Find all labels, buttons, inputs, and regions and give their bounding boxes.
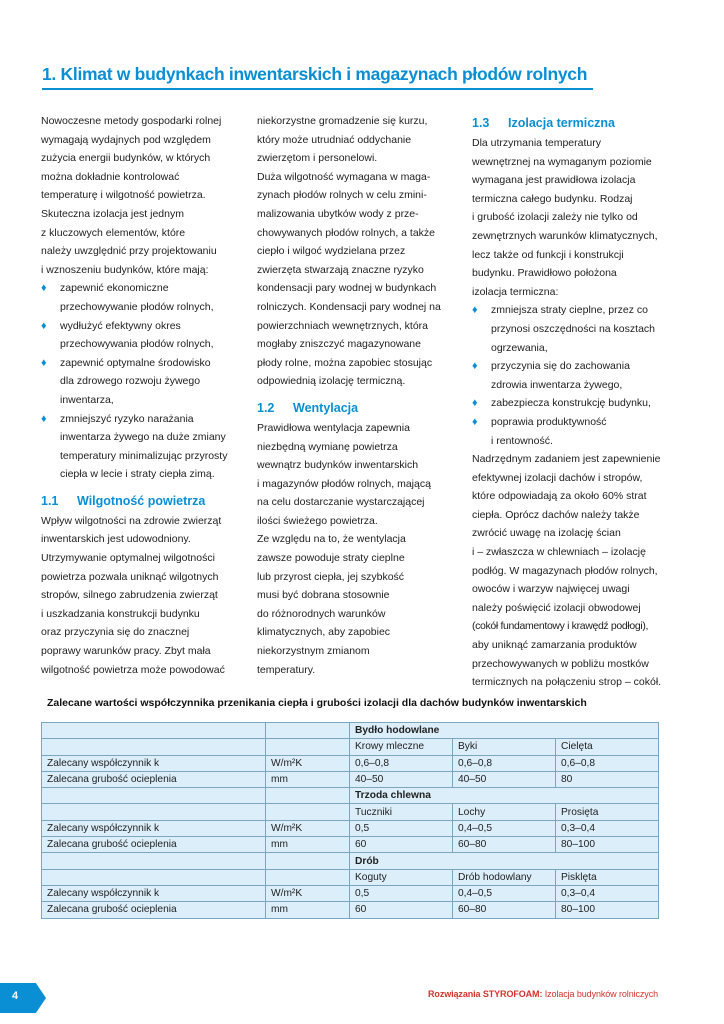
paragraph-line: powietrza pozwala uniknąć wilgotnych	[41, 570, 219, 583]
section-title: Wentylacja	[293, 400, 359, 415]
table-row	[42, 837, 659, 853]
paragraph-line: należy uwzględnić przy projektowaniu	[41, 245, 217, 258]
paragraph-line: Prawidłowa wentylacja zapewnia	[257, 421, 410, 434]
paragraph-line: odpowiednią izolację termiczną.	[257, 375, 406, 388]
table-group-row	[42, 723, 659, 739]
table-row	[42, 755, 659, 771]
section-heading-1-1	[41, 492, 241, 510]
footer-brand: Rozwiązania STYROFOAM:	[428, 989, 543, 999]
bullet-line: przechowywania płodów rolnych,	[60, 338, 214, 351]
paragraph-line: Wpływ wilgotności na zdrowie zwierząt	[41, 514, 222, 527]
bullet-line: inwentarza,	[60, 393, 114, 406]
paragraph-line: poprawy warunków pracy. Zbyt mała	[41, 645, 211, 658]
paragraph-line: do różnorodnych warunków	[257, 607, 386, 620]
bullet-line: przynosi oszczędności na kosztach	[491, 322, 655, 335]
paragraph-line: inwentarskich jest udowodniony.	[41, 533, 191, 546]
table-cell: Zalecany współczynnik k	[42, 755, 266, 771]
table-cell: Zalecana grubość ocieplenia	[42, 771, 266, 787]
paragraph-line: Nowoczesne metody gospodarki rolnej	[41, 115, 222, 127]
paragraph-line: który może utrudniać oddychanie	[257, 133, 412, 146]
paragraph-line: wewnętrznej na wymaganym poziomie	[472, 155, 652, 168]
paragraph-line: klimatycznych, aby zapobiec	[257, 626, 391, 639]
table-cell: mm	[266, 837, 350, 853]
paragraph-line: zwrócić uwagę na izolację ścian	[472, 527, 621, 540]
bullet-item	[41, 317, 241, 354]
paragraph-line: chowywanych płodów rolnych, a także	[257, 226, 436, 239]
page-number-tab	[0, 983, 46, 1013]
table-cell: Zalecany współczynnik k	[42, 820, 266, 836]
bullet-item	[41, 410, 241, 484]
bullet-item	[41, 354, 241, 410]
page-number: 4	[12, 990, 19, 1002]
paragraph-line: i – zwłaszcza w chlewniach – izolację	[472, 546, 646, 559]
bullet-item	[472, 394, 687, 413]
section-heading-1-2	[257, 399, 457, 417]
paragraph-line: Nadrzędnym zadaniem jest zapewnienie	[472, 453, 661, 466]
bullet-item	[41, 279, 241, 316]
table-cell: W/m²K	[266, 755, 350, 771]
insulation-table	[41, 722, 659, 919]
paragraph-line: rolniczych. Kondensacji pary wodnej na	[257, 300, 441, 313]
table-cell: 0,5	[350, 885, 453, 901]
paragraph-line: wymagają wydajnych pod względem	[41, 133, 211, 146]
title-underline	[42, 88, 593, 90]
paragraph-line: Dla utrzymania temperatury	[472, 137, 601, 149]
paragraph-line: Ze względu na to, że wentylacja	[257, 533, 406, 546]
paragraph-line: niekorzystnym zmianom	[257, 645, 370, 658]
bullet-line: zmniejsza straty cieplne, przez co	[491, 304, 648, 317]
diamond-bullet-icon: ♦	[472, 415, 478, 428]
paragraph-line: temperaturę i wilgotność powietrza.	[41, 189, 206, 202]
paragraph-line: wilgotność powietrza może powodować	[41, 663, 225, 676]
section-number: 1.1	[41, 493, 59, 508]
bullet-line: przyczynia się do zachowania	[491, 360, 630, 373]
table-subheader-row	[42, 804, 659, 820]
bullet-line: zapewnić optymalne środowisko	[60, 356, 211, 369]
bullet-item	[472, 357, 687, 394]
paragraph-line: wewnątrz budynków inwentarskich	[257, 459, 419, 472]
group-header-cell: Bydło hodowlane	[350, 723, 659, 739]
table-row	[42, 820, 659, 836]
bullet-line: ciepła w lecie i straty ciepła zimą.	[60, 468, 215, 481]
paragraph-line: należy poświęcić izolacji obwodowej	[472, 601, 641, 614]
table-cell: 60	[350, 837, 453, 853]
paragraph-line: budynku. Prawidłowo położona	[472, 267, 617, 280]
paragraph-line: Skuteczna izolacja jest jednym	[41, 207, 184, 220]
paragraph-line: zużycia energii budynków, w których	[41, 152, 211, 165]
bullet-line: wydłużyć efektywny okres	[60, 319, 181, 332]
paragraph-line: aby uniknąć zamarzania produktów	[472, 639, 637, 652]
diamond-bullet-icon: ♦	[472, 397, 478, 410]
paragraph-line: ilości świeżego powietrza.	[257, 514, 378, 527]
paragraph-line: lub przyrost ciepła, jej szybkość	[257, 570, 405, 583]
bullet-line: i rentowność.	[491, 434, 553, 447]
paragraph-line: kondensacji pary wodnej w budynkach	[257, 282, 437, 295]
paragraph-line: (cokół fundamentowy i krawędź podłogi),	[472, 620, 649, 633]
bullet-item	[472, 413, 687, 450]
subheader-cell: Byki	[453, 739, 556, 755]
subheader-cell: Drób hodowlany	[453, 869, 556, 885]
paragraph-line: niekorzystne gromadzenie się kurzu,	[257, 115, 428, 127]
table-cell: 0,6–0,8	[350, 755, 453, 771]
table-cell: 0,4–0,5	[453, 885, 556, 901]
paragraph-line: i uszkadzania konstrukcji budynku	[41, 607, 200, 620]
section-title: Wilgotność powietrza	[77, 493, 206, 508]
paragraph-line: malizowania ubytków wody z prze-	[257, 207, 419, 220]
bullet-item	[472, 301, 687, 357]
table-cell: 60–80	[453, 837, 556, 853]
table-cell: 80	[556, 771, 659, 787]
paragraph-line: podłóg. W magazynach płodów rolnych,	[472, 564, 658, 577]
table-cell: W/m²K	[266, 820, 350, 836]
bullet-line: zmniejszyć ryzyko narażania	[60, 412, 194, 425]
paragraph-line: efektywnej izolacji dachów i stropów,	[472, 471, 643, 484]
paragraph-line: termiczna całego budynku. Rodzaj	[472, 192, 633, 205]
paragraph-line: i wznoszeniu budynków, które mają:	[41, 263, 209, 276]
table-cell: Zalecana grubość ocieplenia	[42, 837, 266, 853]
paragraph-line: wymagana jest prawidłowa izolacja	[472, 174, 636, 187]
table-cell: 60–80	[453, 902, 556, 918]
paragraph-line: można dokładnie kontrolować	[41, 170, 180, 183]
table-cell: 0,6–0,8	[556, 755, 659, 771]
bullet-line: zapewnić ekonomiczne	[60, 282, 169, 295]
table-cell: 0,4–0,5	[453, 820, 556, 836]
page-title: 1. Klimat w budynkach inwentarskich i magazynach płodów rolnych	[42, 64, 588, 84]
column-1	[41, 112, 241, 679]
table-group-row	[42, 853, 659, 869]
paragraph-line: ciepło i wilgoć wydzielana przez	[257, 245, 406, 258]
table-cell: 0,5	[350, 820, 453, 836]
paragraph-line: zewnętrznych warunków klimatycznych,	[472, 229, 658, 242]
bullet-line: przechowywanie płodów rolnych,	[60, 300, 214, 313]
table-cell: 80–100	[556, 837, 659, 853]
paragraph-line: przechowywanych w pobliżu mostków	[472, 657, 649, 670]
subheader-cell: Pisklęta	[556, 869, 659, 885]
table-cell: 0,3–0,4	[556, 885, 659, 901]
table-cell: 0,3–0,4	[556, 820, 659, 836]
paragraph-line: lecz także od funkcji i konstrukcji	[472, 248, 624, 261]
bullet-line: dla zdrowego rozwoju żywego	[60, 375, 201, 388]
bullet-line: ogrzewania,	[491, 341, 548, 354]
paragraph-line: zawsze powoduje straty cieplne	[257, 552, 405, 565]
table-cell: Zalecany współczynnik k	[42, 885, 266, 901]
table-subheader-row	[42, 739, 659, 755]
bullet-line: inwentarza żywego na duże zmiany	[60, 431, 226, 444]
paragraph-line: Duża wilgotność wymagana w maga-	[257, 170, 431, 183]
group-header-cell: Trzoda chlewna	[350, 788, 659, 804]
subheader-cell: Tuczniki	[350, 804, 453, 820]
paragraph-line: i grubość izolacji zależy nie tylko od	[472, 211, 638, 224]
paragraph-line: na celu dostarczanie wystarczającej	[257, 496, 425, 509]
subheader-cell: Cielęta	[556, 739, 659, 755]
footer-caption	[428, 989, 658, 999]
diamond-bullet-icon: ♦	[41, 356, 47, 369]
table-row	[42, 885, 659, 901]
subheader-cell: Koguty	[350, 869, 453, 885]
paragraph-line: i magazynów płodów rolnych, mającą	[257, 477, 431, 490]
subheader-cell: Lochy	[453, 804, 556, 820]
subheader-cell: Prosięta	[556, 804, 659, 820]
bullet-line: zabezpiecza konstrukcję budynku,	[491, 397, 651, 410]
paragraph-line: owoców i warzyw najwięcej uwagi	[472, 583, 630, 596]
table-cell: mm	[266, 771, 350, 787]
bullet-line: poprawia produktywność	[491, 415, 607, 428]
diamond-bullet-icon: ♦	[472, 304, 478, 317]
paragraph-line: mogłaby zniszczyć magazynowane	[257, 338, 421, 351]
paragraph-line: które odpowiadają za około 60% strat	[472, 490, 647, 503]
table-cell: 40–50	[350, 771, 453, 787]
paragraph-line: ciepła. Oprócz dachów należy także	[472, 508, 640, 521]
diamond-bullet-icon: ♦	[41, 282, 47, 295]
paragraph-line: oraz przyczynia się do znacznej	[41, 626, 190, 639]
bullet-line: zdrowia inwentarza żywego,	[491, 378, 623, 391]
paragraph-line: zynach płodów rolnych w celu zmini-	[257, 189, 427, 202]
footer-text: Izolacja budynków rolniczych	[542, 989, 658, 999]
paragraph-line: z kluczowych elementów, które	[41, 226, 186, 239]
paragraph-line: termicznych na połączeniu strop – cokół.	[472, 676, 662, 689]
table-cell: 0,6–0,8	[453, 755, 556, 771]
paragraph-line: musi być dobrana stosownie	[257, 589, 390, 602]
table-subheader-row	[42, 869, 659, 885]
paragraph-line: zwierzęta stwarzają znaczne ryzyko	[257, 263, 424, 276]
column-3	[472, 112, 687, 692]
table-row	[42, 902, 659, 918]
table-cell: Zalecana grubość ocieplenia	[42, 902, 266, 918]
diamond-bullet-icon: ♦	[41, 319, 47, 332]
paragraph-line: powierzchniach wewnętrznych, która	[257, 319, 428, 332]
paragraph-line: Utrzymywanie optymalnej wilgotności	[41, 552, 215, 565]
table-cell: 40–50	[453, 771, 556, 787]
table-cell: 80–100	[556, 902, 659, 918]
paragraph-line: izolacja termiczna:	[472, 285, 559, 298]
table-title: Zalecane wartości współczynnika przenikania ciepła i grubości izolacji dla dachów budynków inwentarskich	[47, 697, 587, 709]
table-cell: W/m²K	[266, 885, 350, 901]
table-cell: 60	[350, 902, 453, 918]
paragraph-line: niezbędną wymianę powietrza	[257, 440, 398, 453]
table-row	[42, 771, 659, 787]
section-heading-1-3	[472, 114, 687, 132]
section-title: Izolacja termiczna	[508, 116, 615, 130]
subheader-cell: Krowy mleczne	[350, 739, 453, 755]
diamond-bullet-icon: ♦	[41, 412, 47, 425]
paragraph-line: temperatury.	[257, 663, 316, 676]
paragraph-line: stropów, silnego zabrudzenia zwierząt	[41, 589, 218, 602]
diamond-bullet-icon: ♦	[472, 360, 478, 373]
table-cell: mm	[266, 902, 350, 918]
table-group-row	[42, 788, 659, 804]
paragraph-line: zwierzętom i personelowi.	[257, 152, 378, 165]
section-number: 1.2	[257, 400, 275, 415]
paragraph-line: płody rolne, można zapobiec stosując	[257, 356, 433, 369]
group-header-cell: Drób	[350, 853, 659, 869]
bullet-line: temperatury minimalizując przyrosty	[60, 449, 228, 462]
section-number: 1.3	[472, 116, 490, 130]
column-2	[257, 112, 457, 679]
